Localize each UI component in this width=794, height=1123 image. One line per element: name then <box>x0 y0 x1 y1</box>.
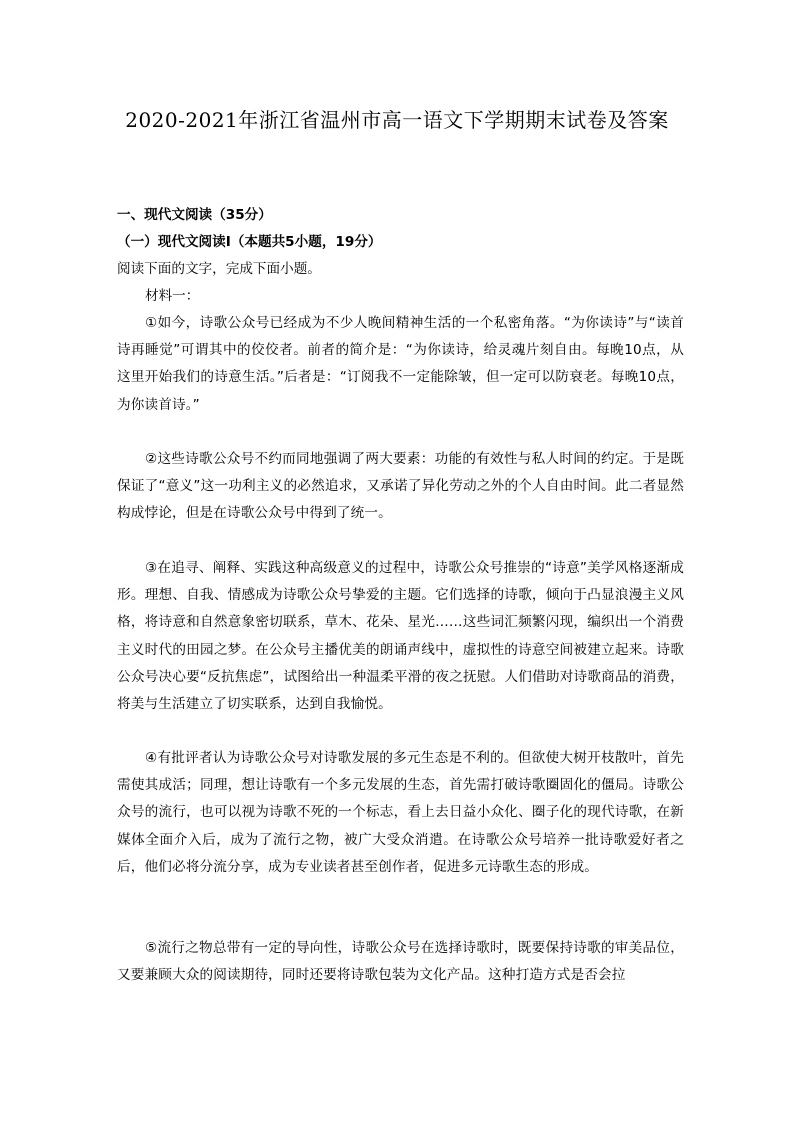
paragraph-3: ③在追寻、阐释、实践这种高级意义的过程中，诗歌公众号推崇的“诗意”美学风格逐渐成形。理想、自我、情感成为诗歌公众号挚爱的主题。它们选择的诗歌，倾向于凸显浪漫主义风格，将诗意和自然意象密切联系，草木、花朵、星光……这些词汇频繁闪现，编织出一个消费主义时代的田园之梦。在公众号主播优美的朗诵声线中，虚拟性的诗意空间被建立起来。诗歌公众号决心要“反抗焦虑”，试图给出一种温柔平滑的夜之抚慰。人们借助对诗歌商品的消费，将美与生活建立了切实联系，达到自我愉悦。 <box>117 560 684 713</box>
subsection-heading: （一）现代文阅读Ⅰ（本题共5小题，19分） <box>117 234 382 250</box>
instruction-text: 阅读下面的文字，完成下面小题。 <box>117 261 321 277</box>
material-label: 材料一： <box>145 288 200 304</box>
paragraph-4: ④有批评者认为诗歌公众号对诗歌发展的多元生态是不利的。但欲使大树开枝散叶，首先需使其成活；同理，想让诗歌有一个多元发展的生态，首先需打破诗歌圈固化的僵局。诗歌公众号的流行，也可以视为诗歌不死的一个标志，看上去日益小众化、圈子化的现代诗歌，在新媒体全面介入后，成为了流行之物，被广大受众消遣。在诗歌公众号培养一批诗歌爱好者之后，他们必将分流分享，成为专业读者甚至创作者，促进多元诗歌生态的形成。 <box>117 750 684 875</box>
paragraph-2: ②这些诗歌公众号不约而同地强调了两大要素：功能的有效性与私人时间的约定。于是既保证了“意义”这一功利主义的必然追求，又承诺了异化劳动之外的个人自由时间。此二者显然构成悖论，但是在诗歌公众号中得到了统一。 <box>117 451 684 522</box>
paragraph-5: ⑤流行之物总带有一定的导向性，诗歌公众号在选择诗歌时，既要保持诗歌的审美品位，又要兼顾大众的阅读期待，同时还要将诗歌包装为文化产品。这种打造方式是否会拉 <box>117 940 684 984</box>
paragraph-1: ①如今，诗歌公众号已经成为不少人晚间精神生活的一个私密角落。“为你读诗”与“读首诗再睡觉”可谓其中的佼佼者。前者的简介是：“为你读诗，给灵魂片刻自由。每晚10点，从这里开始我们的诗意生活。”后者是：“订阅我不一定能除皱，但一定可以防衰老。每晚10点，为你读首诗。” <box>117 315 684 413</box>
page-title: 2020-2021年浙江省温州市高一语文下学期期末试卷及答案 <box>125 108 669 132</box>
section-heading: 一、现代文阅读（35分） <box>117 207 272 223</box>
